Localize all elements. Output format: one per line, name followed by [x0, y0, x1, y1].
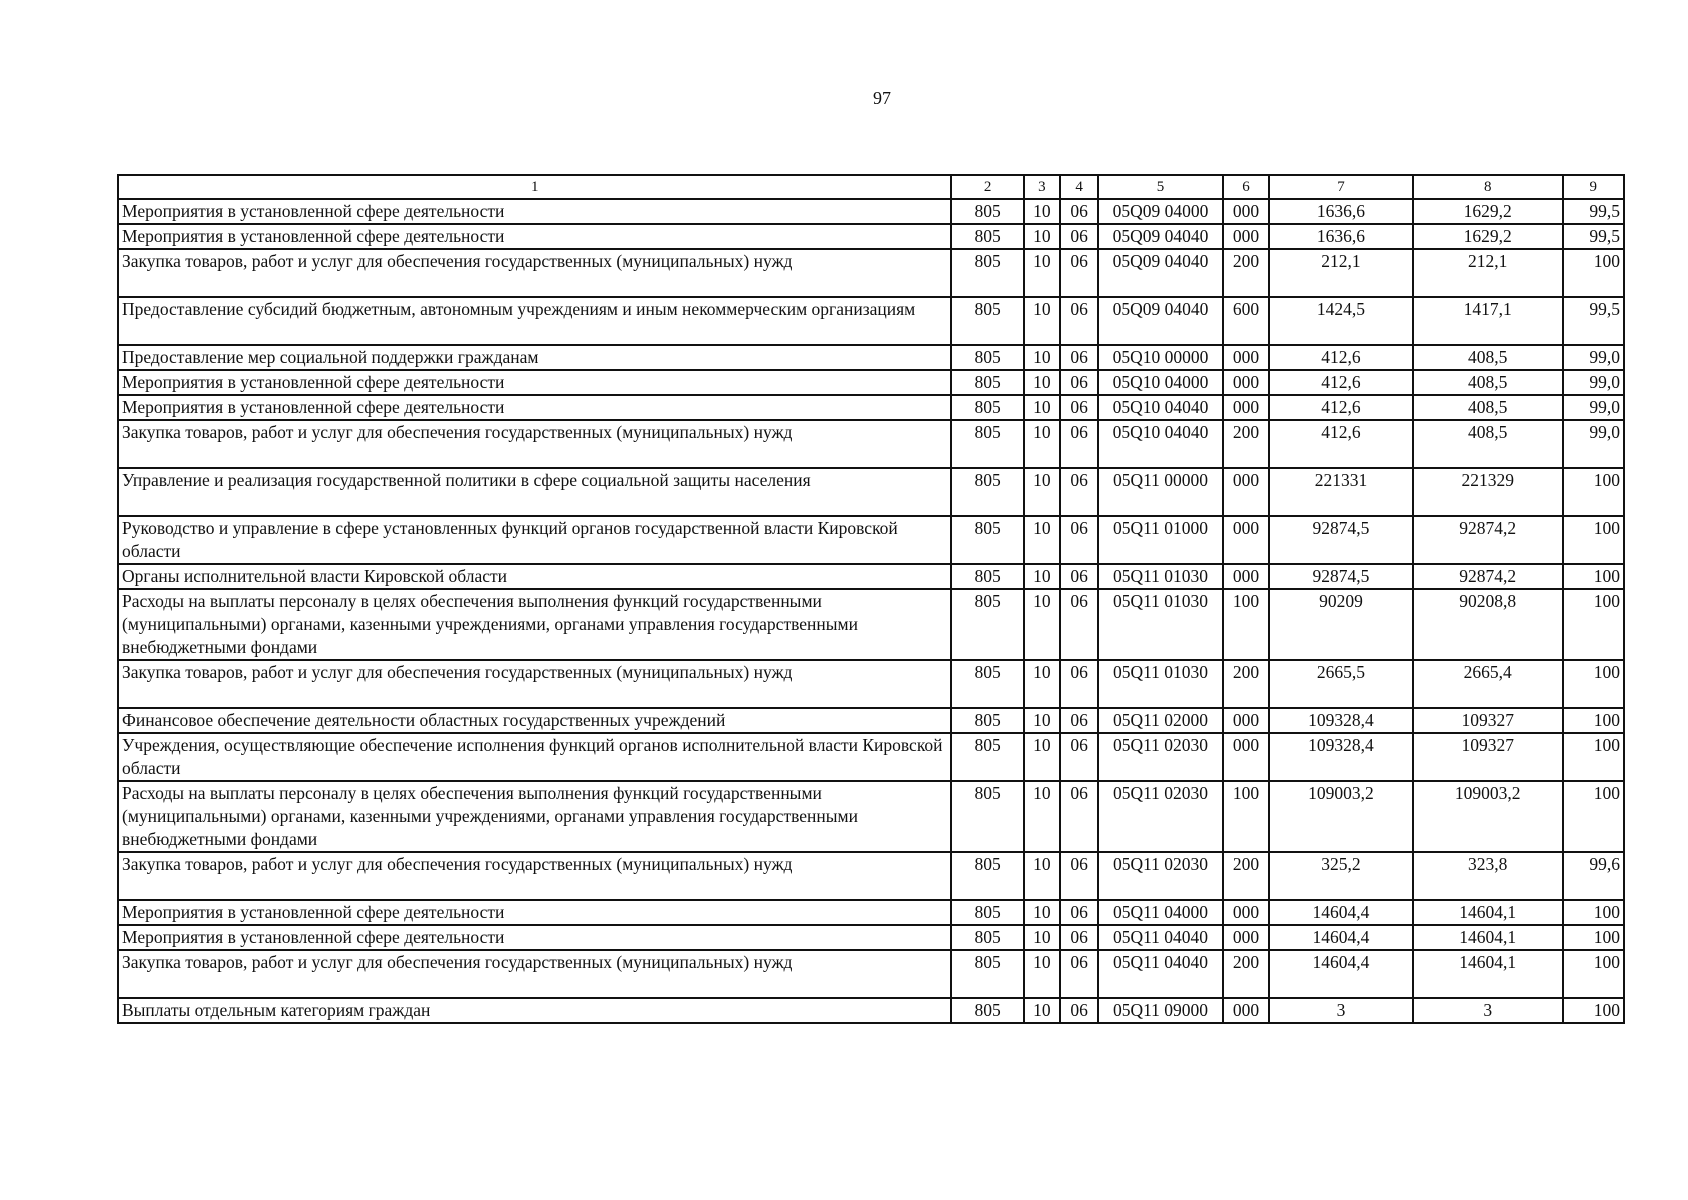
cell-expense-type: 000	[1223, 900, 1269, 925]
table-row	[118, 925, 1624, 950]
table-row	[118, 468, 1624, 516]
cell-percent: 100	[1563, 660, 1624, 708]
cell-ministry-code: 805	[951, 708, 1023, 733]
cell-executed: 408,5	[1413, 370, 1563, 395]
cell-percent: 99,0	[1563, 420, 1624, 468]
cell-name: Мероприятия в установленной сфере деятельности	[118, 395, 951, 420]
cell-ministry-code: 805	[951, 564, 1023, 589]
cell-ministry-code: 805	[951, 589, 1023, 660]
cell-ministry-code: 805	[951, 249, 1023, 297]
header-cell: 8	[1413, 175, 1563, 199]
cell-planned: 1424,5	[1269, 297, 1413, 345]
table-row	[118, 660, 1624, 708]
cell-percent: 100	[1563, 733, 1624, 781]
cell-expense-type: 100	[1223, 781, 1269, 852]
cell-subsection: 06	[1060, 998, 1098, 1023]
table-row	[118, 395, 1624, 420]
table-row	[118, 345, 1624, 370]
table-row	[118, 249, 1624, 297]
cell-ministry-code: 805	[951, 781, 1023, 852]
cell-percent: 99,5	[1563, 199, 1624, 224]
cell-percent: 100	[1563, 998, 1624, 1023]
cell-percent: 100	[1563, 589, 1624, 660]
cell-ministry-code: 805	[951, 297, 1023, 345]
cell-section: 10	[1024, 516, 1060, 564]
cell-target-article: 05Q09 04000	[1098, 199, 1223, 224]
cell-target-article: 05Q11 04000	[1098, 900, 1223, 925]
cell-section: 10	[1024, 370, 1060, 395]
header-cell: 2	[951, 175, 1023, 199]
cell-expense-type: 000	[1223, 345, 1269, 370]
cell-expense-type: 000	[1223, 998, 1269, 1023]
cell-executed: 109003,2	[1413, 781, 1563, 852]
cell-expense-type: 000	[1223, 224, 1269, 249]
cell-expense-type: 200	[1223, 950, 1269, 998]
table-row	[118, 998, 1624, 1023]
cell-planned: 212,1	[1269, 249, 1413, 297]
cell-planned: 1636,6	[1269, 199, 1413, 224]
table-row	[118, 781, 1624, 852]
header-cell: 7	[1269, 175, 1413, 199]
cell-executed: 92874,2	[1413, 516, 1563, 564]
cell-percent: 99,6	[1563, 852, 1624, 900]
table-row	[118, 900, 1624, 925]
cell-percent: 100	[1563, 516, 1624, 564]
header-cell: 5	[1098, 175, 1223, 199]
cell-subsection: 06	[1060, 249, 1098, 297]
cell-expense-type: 200	[1223, 852, 1269, 900]
cell-ministry-code: 805	[951, 900, 1023, 925]
cell-name: Расходы на выплаты персоналу в целях обеспечения выполнения функций государственными (муниципальными) органами, казенными учреждениями, органами управления государственными внебюджетными фондами	[118, 589, 951, 660]
cell-subsection: 06	[1060, 589, 1098, 660]
cell-target-article: 05Q11 04040	[1098, 950, 1223, 998]
page-number: 97	[873, 88, 891, 108]
table-row	[118, 516, 1624, 564]
cell-name: Закупка товаров, работ и услуг для обеспечения государственных (муниципальных) нужд	[118, 420, 951, 468]
cell-name: Закупка товаров, работ и услуг для обеспечения государственных (муниципальных) нужд	[118, 660, 951, 708]
cell-subsection: 06	[1060, 781, 1098, 852]
table-row	[118, 420, 1624, 468]
cell-expense-type: 000	[1223, 733, 1269, 781]
cell-section: 10	[1024, 224, 1060, 249]
cell-ministry-code: 805	[951, 660, 1023, 708]
cell-name: Руководство и управление в сфере установленных функций органов государственной власти Кировской области	[118, 516, 951, 564]
cell-target-article: 05Q11 02030	[1098, 852, 1223, 900]
cell-executed: 92874,2	[1413, 564, 1563, 589]
cell-executed: 408,5	[1413, 395, 1563, 420]
cell-section: 10	[1024, 998, 1060, 1023]
cell-expense-type: 200	[1223, 249, 1269, 297]
table-row	[118, 370, 1624, 395]
cell-percent: 100	[1563, 564, 1624, 589]
cell-expense-type: 000	[1223, 395, 1269, 420]
cell-name: Мероприятия в установленной сфере деятельности	[118, 199, 951, 224]
cell-name: Учреждения, осуществляющие обеспечение исполнения функций органов исполнительной власти Кировской области	[118, 733, 951, 781]
cell-name: Расходы на выплаты персоналу в целях обеспечения выполнения функций государственными (муниципальными) органами, казенными учреждениями, органами управления государственными внебюджетными фондами	[118, 781, 951, 852]
cell-section: 10	[1024, 249, 1060, 297]
table-body	[118, 199, 1624, 1023]
cell-name: Закупка товаров, работ и услуг для обеспечения государственных (муниципальных) нужд	[118, 249, 951, 297]
cell-ministry-code: 805	[951, 998, 1023, 1023]
cell-target-article: 05Q11 04040	[1098, 925, 1223, 950]
table-row	[118, 708, 1624, 733]
cell-subsection: 06	[1060, 370, 1098, 395]
cell-ministry-code: 805	[951, 370, 1023, 395]
cell-target-article: 05Q11 01030	[1098, 564, 1223, 589]
cell-subsection: 06	[1060, 950, 1098, 998]
cell-planned: 1636,6	[1269, 224, 1413, 249]
cell-ministry-code: 805	[951, 925, 1023, 950]
cell-ministry-code: 805	[951, 224, 1023, 249]
cell-name: Закупка товаров, работ и услуг для обеспечения государственных (муниципальных) нужд	[118, 950, 951, 998]
cell-subsection: 06	[1060, 420, 1098, 468]
budget-table	[117, 174, 1625, 1024]
cell-planned: 412,6	[1269, 370, 1413, 395]
cell-name: Предоставление субсидий бюджетным, автономным учреждениям и иным некоммерческим организациям	[118, 297, 951, 345]
cell-ministry-code: 805	[951, 852, 1023, 900]
header-cell: 9	[1563, 175, 1624, 199]
table-row	[118, 589, 1624, 660]
cell-name: Управление и реализация государственной политики в сфере социальной защиты населения	[118, 468, 951, 516]
cell-subsection: 06	[1060, 516, 1098, 564]
cell-section: 10	[1024, 852, 1060, 900]
cell-subsection: 06	[1060, 708, 1098, 733]
cell-section: 10	[1024, 660, 1060, 708]
cell-percent: 99,0	[1563, 345, 1624, 370]
cell-target-article: 05Q09 04040	[1098, 249, 1223, 297]
cell-executed: 109327	[1413, 733, 1563, 781]
header-cell: 3	[1024, 175, 1060, 199]
cell-target-article: 05Q10 00000	[1098, 345, 1223, 370]
cell-expense-type: 600	[1223, 297, 1269, 345]
cell-executed: 3	[1413, 998, 1563, 1023]
cell-percent: 99,5	[1563, 224, 1624, 249]
cell-planned: 221331	[1269, 468, 1413, 516]
cell-section: 10	[1024, 468, 1060, 516]
cell-section: 10	[1024, 199, 1060, 224]
cell-executed: 90208,8	[1413, 589, 1563, 660]
cell-percent: 99,0	[1563, 395, 1624, 420]
cell-section: 10	[1024, 420, 1060, 468]
table-row	[118, 950, 1624, 998]
cell-ministry-code: 805	[951, 468, 1023, 516]
cell-executed: 408,5	[1413, 345, 1563, 370]
cell-percent: 100	[1563, 925, 1624, 950]
cell-planned: 92874,5	[1269, 564, 1413, 589]
cell-executed: 109327	[1413, 708, 1563, 733]
cell-expense-type: 000	[1223, 199, 1269, 224]
cell-percent: 99,5	[1563, 297, 1624, 345]
cell-expense-type: 200	[1223, 420, 1269, 468]
cell-target-article: 05Q11 02030	[1098, 733, 1223, 781]
cell-expense-type: 200	[1223, 660, 1269, 708]
cell-target-article: 05Q09 04040	[1098, 297, 1223, 345]
cell-name: Закупка товаров, работ и услуг для обеспечения государственных (муниципальных) нужд	[118, 852, 951, 900]
cell-planned: 14604,4	[1269, 900, 1413, 925]
cell-percent: 100	[1563, 468, 1624, 516]
cell-ministry-code: 805	[951, 733, 1023, 781]
table-row	[118, 564, 1624, 589]
cell-subsection: 06	[1060, 468, 1098, 516]
cell-executed: 1629,2	[1413, 224, 1563, 249]
cell-ministry-code: 805	[951, 345, 1023, 370]
cell-planned: 325,2	[1269, 852, 1413, 900]
cell-name: Предоставление мер социальной поддержки гражданам	[118, 345, 951, 370]
cell-executed: 1629,2	[1413, 199, 1563, 224]
cell-percent: 100	[1563, 708, 1624, 733]
cell-planned: 109003,2	[1269, 781, 1413, 852]
header-cell: 1	[118, 175, 951, 199]
cell-name: Мероприятия в установленной сфере деятельности	[118, 900, 951, 925]
cell-planned: 109328,4	[1269, 733, 1413, 781]
cell-target-article: 05Q11 01000	[1098, 516, 1223, 564]
cell-section: 10	[1024, 589, 1060, 660]
cell-expense-type: 000	[1223, 468, 1269, 516]
cell-planned: 14604,4	[1269, 950, 1413, 998]
cell-planned: 3	[1269, 998, 1413, 1023]
cell-subsection: 06	[1060, 925, 1098, 950]
cell-planned: 109328,4	[1269, 708, 1413, 733]
cell-expense-type: 000	[1223, 708, 1269, 733]
cell-percent: 99,0	[1563, 370, 1624, 395]
cell-subsection: 06	[1060, 564, 1098, 589]
cell-target-article: 05Q11 01030	[1098, 660, 1223, 708]
cell-target-article: 05Q10 04000	[1098, 370, 1223, 395]
cell-subsection: 06	[1060, 900, 1098, 925]
cell-executed: 14604,1	[1413, 925, 1563, 950]
cell-executed: 1417,1	[1413, 297, 1563, 345]
cell-planned: 2665,5	[1269, 660, 1413, 708]
cell-planned: 14604,4	[1269, 925, 1413, 950]
cell-executed: 221329	[1413, 468, 1563, 516]
table-row	[118, 852, 1624, 900]
cell-expense-type: 000	[1223, 516, 1269, 564]
cell-executed: 14604,1	[1413, 950, 1563, 998]
cell-ministry-code: 805	[951, 950, 1023, 998]
header-cell: 4	[1060, 175, 1098, 199]
cell-section: 10	[1024, 395, 1060, 420]
cell-executed: 2665,4	[1413, 660, 1563, 708]
cell-expense-type: 000	[1223, 925, 1269, 950]
cell-section: 10	[1024, 564, 1060, 589]
cell-percent: 100	[1563, 781, 1624, 852]
cell-section: 10	[1024, 950, 1060, 998]
cell-executed: 323,8	[1413, 852, 1563, 900]
cell-target-article: 05Q11 02000	[1098, 708, 1223, 733]
cell-subsection: 06	[1060, 733, 1098, 781]
cell-planned: 412,6	[1269, 345, 1413, 370]
cell-expense-type: 100	[1223, 589, 1269, 660]
table-row	[118, 733, 1624, 781]
cell-subsection: 06	[1060, 297, 1098, 345]
cell-name: Органы исполнительной власти Кировской области	[118, 564, 951, 589]
cell-ministry-code: 805	[951, 516, 1023, 564]
cell-expense-type: 000	[1223, 370, 1269, 395]
cell-subsection: 06	[1060, 395, 1098, 420]
cell-section: 10	[1024, 345, 1060, 370]
cell-name: Мероприятия в установленной сфере деятельности	[118, 925, 951, 950]
cell-planned: 90209	[1269, 589, 1413, 660]
cell-target-article: 05Q09 04040	[1098, 224, 1223, 249]
cell-subsection: 06	[1060, 660, 1098, 708]
cell-section: 10	[1024, 925, 1060, 950]
cell-ministry-code: 805	[951, 199, 1023, 224]
cell-section: 10	[1024, 708, 1060, 733]
cell-section: 10	[1024, 297, 1060, 345]
cell-subsection: 06	[1060, 224, 1098, 249]
cell-ministry-code: 805	[951, 420, 1023, 468]
cell-planned: 412,6	[1269, 395, 1413, 420]
cell-name: Финансовое обеспечение деятельности областных государственных учреждений	[118, 708, 951, 733]
cell-subsection: 06	[1060, 345, 1098, 370]
cell-expense-type: 000	[1223, 564, 1269, 589]
cell-name: Мероприятия в установленной сфере деятельности	[118, 224, 951, 249]
header-row	[118, 175, 1624, 199]
cell-planned: 92874,5	[1269, 516, 1413, 564]
header-cell: 6	[1223, 175, 1269, 199]
cell-target-article: 05Q11 02030	[1098, 781, 1223, 852]
cell-target-article: 05Q11 01030	[1098, 589, 1223, 660]
cell-percent: 100	[1563, 900, 1624, 925]
cell-percent: 100	[1563, 249, 1624, 297]
cell-target-article: 05Q10 04040	[1098, 395, 1223, 420]
cell-target-article: 05Q11 00000	[1098, 468, 1223, 516]
cell-section: 10	[1024, 900, 1060, 925]
table-row	[118, 199, 1624, 224]
cell-ministry-code: 805	[951, 395, 1023, 420]
cell-subsection: 06	[1060, 852, 1098, 900]
cell-executed: 14604,1	[1413, 900, 1563, 925]
table-row	[118, 224, 1624, 249]
cell-executed: 212,1	[1413, 249, 1563, 297]
table-row	[118, 297, 1624, 345]
cell-target-article: 05Q10 04040	[1098, 420, 1223, 468]
cell-section: 10	[1024, 733, 1060, 781]
cell-target-article: 05Q11 09000	[1098, 998, 1223, 1023]
cell-executed: 408,5	[1413, 420, 1563, 468]
cell-subsection: 06	[1060, 199, 1098, 224]
cell-percent: 100	[1563, 950, 1624, 998]
cell-planned: 412,6	[1269, 420, 1413, 468]
cell-section: 10	[1024, 781, 1060, 852]
cell-name: Мероприятия в установленной сфере деятельности	[118, 370, 951, 395]
cell-name: Выплаты отдельным категориям граждан	[118, 998, 951, 1023]
